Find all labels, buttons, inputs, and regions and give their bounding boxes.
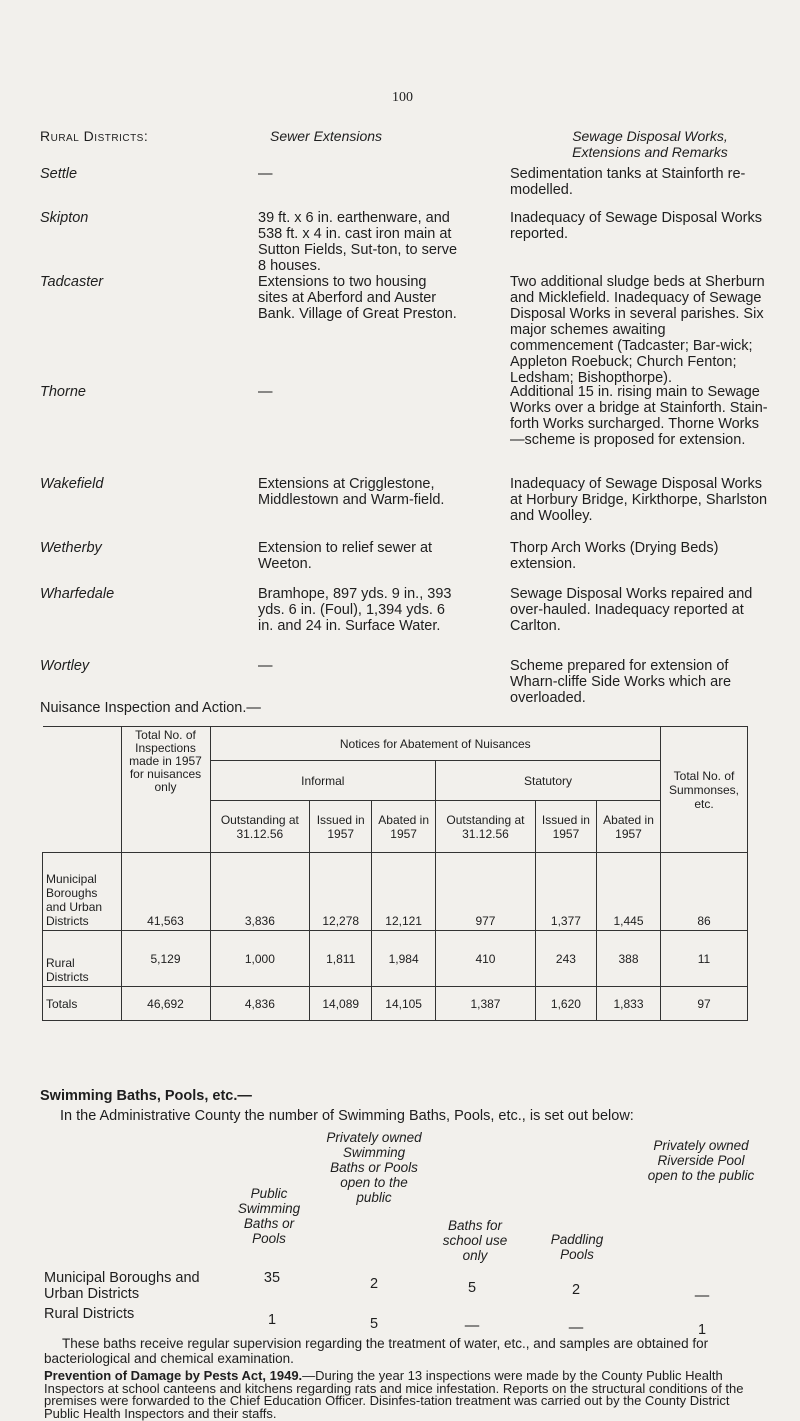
cell: 12,278 xyxy=(310,853,372,931)
works-remarks: Scheme prepared for extension of Wharn-cliffe Side Works which are overloaded. xyxy=(510,658,732,706)
col-informal: Informal xyxy=(210,761,436,801)
cell: 97 xyxy=(661,987,748,1021)
sewer-extension: 39 ft. x 6 in. earthenware, and 538 ft. x 4 in. cast iron main at Sutton Fields, Sut-ton, to serve 8 houses. xyxy=(258,210,458,274)
swim-col-private: Privately owned Swimming Baths or Pools open to the public xyxy=(326,1130,422,1205)
works-remarks: Thorp Arch Works (Drying Beds) extension. xyxy=(510,540,719,572)
col-statutory-issued: Issued in 1957 xyxy=(535,801,596,853)
sewer-extension: Extensions at Crigglestone, Middlestown and Warm-field. xyxy=(258,476,445,508)
row-label: Totals xyxy=(43,987,122,1021)
sewer-extension: — xyxy=(258,658,273,674)
swim-row-label: Rural Districts xyxy=(44,1306,135,1322)
swim-cell: 5 xyxy=(369,1316,379,1332)
district-name: Wharfedale xyxy=(40,586,115,602)
swim-col-public: Public Swimming Baths or Pools xyxy=(237,1186,301,1246)
swim-col-school: Baths for school use only xyxy=(442,1218,508,1263)
corner-cell xyxy=(43,727,122,853)
table-row xyxy=(43,853,748,931)
prevention-text: —During the year 13 inspections were made by the County Public Health Inspectors at school canteens and kitchens regarding rats and mice infestation. Reports on the structural conditions of the premises were forwarded to the Chief Education Officer. Disinfes-tation treatment was carried out by the County District Public Health Inspectors and their staffs. xyxy=(44,1368,744,1421)
works-remarks: Two additional sludge beds at Sherburn and Micklefield. Inadequacy of Sewage Disposal Works in several parishes. Six major schemes awaiting commencement (Tadcaster; Bar-wick; Appleton Roebuck; Church Fenton; Ledsham; Bishopthorpe). xyxy=(510,274,765,386)
cell: 12,121 xyxy=(372,853,436,931)
swim-col-riverside: Privately owned Riverside Pool open to the public xyxy=(647,1138,755,1183)
sewage-works-heading-line1: Sewage Disposal Works, xyxy=(572,128,728,144)
district-name: Wakefield xyxy=(40,476,104,492)
cell: 977 xyxy=(436,853,536,931)
district-name: Wortley xyxy=(40,658,90,674)
cell: 1,445 xyxy=(597,853,661,931)
col-statutory: Statutory xyxy=(436,761,661,801)
cell: 388 xyxy=(597,931,661,987)
sewer-extension: Bramhope, 897 yds. 9 in., 393 yds. 6 in. (Foul), 1,394 yds. 6 in. and 24 in. Surface Water. xyxy=(258,586,452,634)
col-informal-issued: Issued in 1957 xyxy=(310,801,372,853)
cell: 4,836 xyxy=(210,987,310,1021)
cell: 1,387 xyxy=(436,987,536,1021)
cell: 410 xyxy=(436,931,536,987)
prevention-paragraph xyxy=(44,1370,768,1420)
swim-cell: 1 xyxy=(267,1312,277,1328)
cell: 1,377 xyxy=(535,853,596,931)
cell: 1,000 xyxy=(210,931,310,987)
swim-cell: 5 xyxy=(467,1280,477,1296)
works-remarks: Sewage Disposal Works repaired and over-hauled. Inadequacy reported at Carlton. xyxy=(510,586,753,634)
cell: 14,105 xyxy=(372,987,436,1021)
cell: 86 xyxy=(661,853,748,931)
col-statutory-abated: Abated in 1957 xyxy=(597,801,661,853)
cell: 14,089 xyxy=(310,987,372,1021)
swimming-title: Swimming Baths, Pools, etc.— xyxy=(40,1088,252,1104)
sewer-extension: — xyxy=(258,166,273,182)
cell: 41,563 xyxy=(121,853,210,931)
sewer-extension: — xyxy=(258,384,273,400)
nuisance-title: Nuisance Inspection and Action.— xyxy=(40,700,261,716)
cell: 1,833 xyxy=(597,987,661,1021)
district-name: Skipton xyxy=(40,210,89,226)
swim-cell: 35 xyxy=(263,1270,281,1286)
sewage-works-heading-line2: Extensions and Remarks xyxy=(572,144,728,160)
cell: 1,984 xyxy=(372,931,436,987)
swimming-intro: In the Administrative County the number of Swimming Baths, Pools, etc., is set out below: xyxy=(60,1108,634,1124)
district-name: Tadcaster xyxy=(40,274,104,290)
swim-cell: — xyxy=(694,1288,710,1304)
swim-cell: 2 xyxy=(571,1282,581,1298)
works-remarks: Inadequacy of Sewage Disposal Works at Horbury Bridge, Kirkthorpe, Sharlston and Woolley. xyxy=(510,476,768,524)
cell: 243 xyxy=(535,931,596,987)
works-remarks: Sedimentation tanks at Stainforth re-modelled. xyxy=(510,166,746,198)
page-number: 100 xyxy=(392,90,413,105)
col-statutory-outstanding: Outstanding at 31.12.56 xyxy=(436,801,536,853)
swimming-note: These baths receive regular supervision regarding the treatment of water, etc., and samples are obtained for bacteriological and chemical examination. xyxy=(44,1336,709,1366)
cell: 3,836 xyxy=(210,853,310,931)
rural-districts-heading: Rural Districts: xyxy=(40,128,149,144)
sewer-extension: Extension to relief sewer at Weeton. xyxy=(258,540,433,572)
swim-row-label: Municipal Boroughs and Urban Districts xyxy=(44,1270,200,1302)
cell: 11 xyxy=(661,931,748,987)
sewer-extensions-heading: Sewer Extensions xyxy=(270,128,383,144)
swim-cell: 1 xyxy=(697,1322,707,1338)
row-label: Rural Districts xyxy=(43,931,122,987)
col-informal-abated: Abated in 1957 xyxy=(372,801,436,853)
works-remarks: Additional 15 in. rising main to Sewage Works over a bridge at Stainforth. Stain-forth Works surcharged. Thorne Works—scheme is proposed for extension. xyxy=(510,384,768,448)
row-label: Municipal Boroughs and Urban Districts xyxy=(43,853,122,931)
col-total-inspections: Total No. of Inspections made in 1957 for nuisances only xyxy=(121,727,210,853)
swim-cell: — xyxy=(464,1318,480,1334)
works-remarks: Inadequacy of Sewage Disposal Works reported. xyxy=(510,210,763,242)
cell: 46,692 xyxy=(121,987,210,1021)
swim-cell: 2 xyxy=(369,1276,379,1292)
prevention-title: Prevention of Damage by Pests Act, 1949. xyxy=(44,1368,303,1383)
table-row xyxy=(43,931,748,987)
cell: 1,811 xyxy=(310,931,372,987)
col-summonses: Total No. of Summonses, etc. xyxy=(661,727,748,853)
col-informal-outstanding: Outstanding at 31.12.56 xyxy=(210,801,310,853)
table-row xyxy=(43,987,748,1021)
swim-col-paddling: Paddling Pools xyxy=(550,1232,604,1262)
col-notices: Notices for Abatement of Nuisances xyxy=(210,727,661,761)
cell: 5,129 xyxy=(121,931,210,987)
district-name: Settle xyxy=(40,166,78,182)
district-name: Wetherby xyxy=(40,540,102,556)
nuisance-table xyxy=(42,726,748,1021)
swim-cell: — xyxy=(568,1320,584,1336)
sewage-works-heading xyxy=(540,128,760,160)
sewer-extension: Extensions to two housing sites at Aberford and Auster Bank. Village of Great Preston. xyxy=(258,274,457,322)
district-name: Thorne xyxy=(40,384,86,400)
cell: 1,620 xyxy=(535,987,596,1021)
